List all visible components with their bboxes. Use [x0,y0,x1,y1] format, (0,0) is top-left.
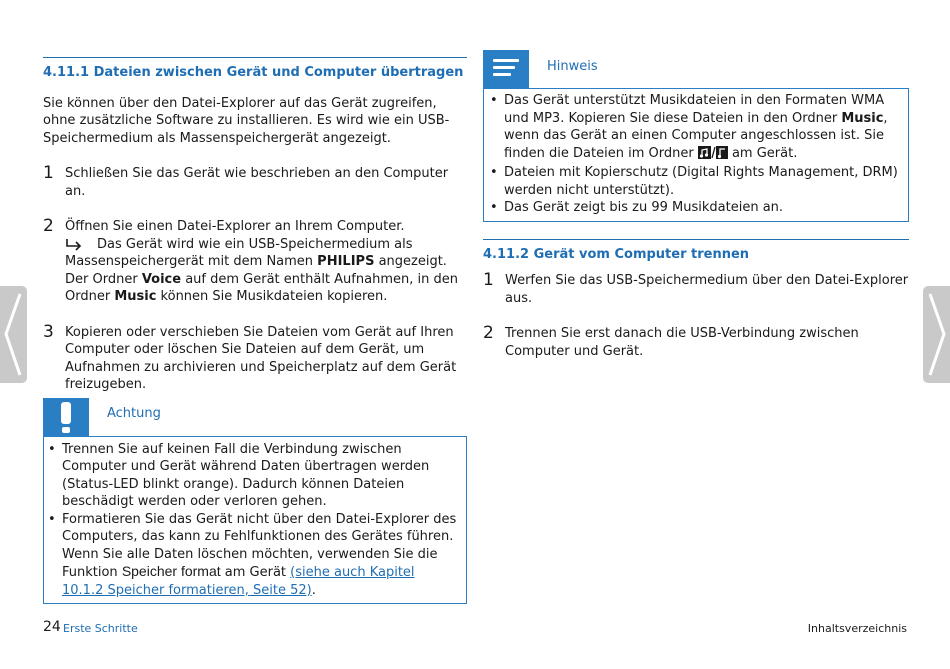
next-page-button[interactable] [923,286,950,383]
step-text: Trennen Sie erst danach die USB-Verbindung zwischen Computer und Gerät. [505,326,859,359]
step-number: 1 [43,163,54,183]
music-folder-name: Music [114,289,157,304]
list-item [490,92,902,164]
step-1 [43,165,467,200]
caution-box [43,398,467,605]
right-column [483,50,909,360]
section-heading-4-11-1 [43,64,467,82]
result-text-a: Das Gerät wird wie ein USB-Speichermedium als Massenspeichergerät mit dem Namen [65,236,413,269]
step-1 [483,272,909,307]
step-3 [43,321,467,394]
step-text: Schließen Sie das Gerät wie beschrieben an den Computer an. [65,166,449,199]
section-rule [483,239,909,240]
list-item: • Trennen Sie auf keinen Fall die Verbindung zwischen Computer und Gerät während Daten übertragen werden (Status-LED blinkt orange). Dadurch können Dateien beschädigt werden oder verloren gehen. [48,441,460,511]
section-title: Dateien zwischen Gerät und Computer übertragen [93,65,464,80]
note-text-c: am Gerät. [727,145,798,161]
step-text: Werfen Sie das USB-Speichermedium über den Datei-Explorer aus. [505,273,909,306]
note-header [483,50,909,88]
device-name: PHILIPS [317,254,375,269]
voice-folder-name: Voice [141,271,182,287]
note-box [483,50,909,222]
step-number: 3 [43,321,54,342]
previous-page-button[interactable] [0,286,27,383]
step-number: 2 [483,323,494,343]
result-text-c: angezeigt. Der Ordner [65,254,447,287]
step-number: 1 [483,270,494,290]
note-text-b: , wenn das Gerät an einen Computer angeschlossen ist. Sie finden die Dateien im Ordner [504,110,888,161]
chevron-left-icon [0,286,27,383]
intro-paragraph: Sie können über den Datei-Explorer auf das Gerät zugreifen, ohne zusätzliche Software zu installieren. Es wird wie ein USB-Speichermedium als Massenspeichergerät angezeigt. [43,95,450,146]
step-number: 2 [43,216,54,236]
exclamation-icon [43,398,89,436]
step-text: Öffnen Sie einen Datei-Explorer an Ihrem Computer. [65,219,405,234]
table-of-contents-link[interactable]: Inhaltsverzeichnis [807,622,907,635]
left-column [43,57,467,604]
caution-text-b: am Gerät [220,565,291,580]
result-text-d: auf dem Gerät enthält Aufnahmen, in den Ordner [65,271,458,304]
note-list [490,92,902,217]
chapter-link[interactable]: (siehe auch Kapitel 10.1.2 Speicher formatieren, Seite 52) [62,565,415,598]
section-number: 4.11.2 [483,246,530,262]
section-title: Gerät vom Computer trennen [533,246,750,262]
note-text-a: Das Gerät unterstützt Musikdateien in den Formaten WMA und MP3. Kopieren Sie diese Dateien in den Ordner [504,93,885,126]
caution-list [48,441,460,600]
list-item [48,511,460,600]
step-2 [483,325,909,360]
function-name: Speicher format [121,563,221,579]
result-text-e: können Sie Musikdateien kopieren. [156,289,388,304]
music-folder-name: Music [841,110,884,126]
step-text: Kopieren oder verschieben Sie Dateien vom Gerät auf Ihren Computer oder löschen Sie Dateien auf dem Gerät, um Aufnahmen zu archivieren und Speicherplatz auf dem Gerät freizugeben. [65,324,457,392]
caution-body [43,436,467,605]
note-body [483,88,909,222]
caution-text-c: . [311,582,316,598]
step-result [65,236,467,306]
music-folder-icon [698,146,728,165]
section-rule [43,57,467,58]
section-heading-4-11-2 [483,246,909,264]
note-label: Hinweis [547,59,598,74]
list-item: • Das Gerät zeigt bis zu 99 Musikdateien an. [490,199,902,217]
step-2 [43,218,467,306]
chevron-right-icon [923,286,950,383]
list-item: • Dateien mit Kopierschutz (Digital Rights Management, DRM) werden nicht unterstützt). [490,164,902,199]
footer-section-link[interactable]: Erste Schritte [63,622,138,635]
page-number: 24 [43,619,61,635]
note-lines-icon [483,50,529,88]
caution-text-a: Formatieren Sie das Gerät nicht über den Datei-Explorer des Computers, das kann zu Fehlfunktionen des Gerätes führen. Wenn Sie alle Daten löschen möchten, verwenden Sie die Funktion [62,511,457,580]
section-number: 4.11.1 [43,65,90,80]
caution-label: Achtung [107,405,161,421]
caution-header [43,398,467,436]
